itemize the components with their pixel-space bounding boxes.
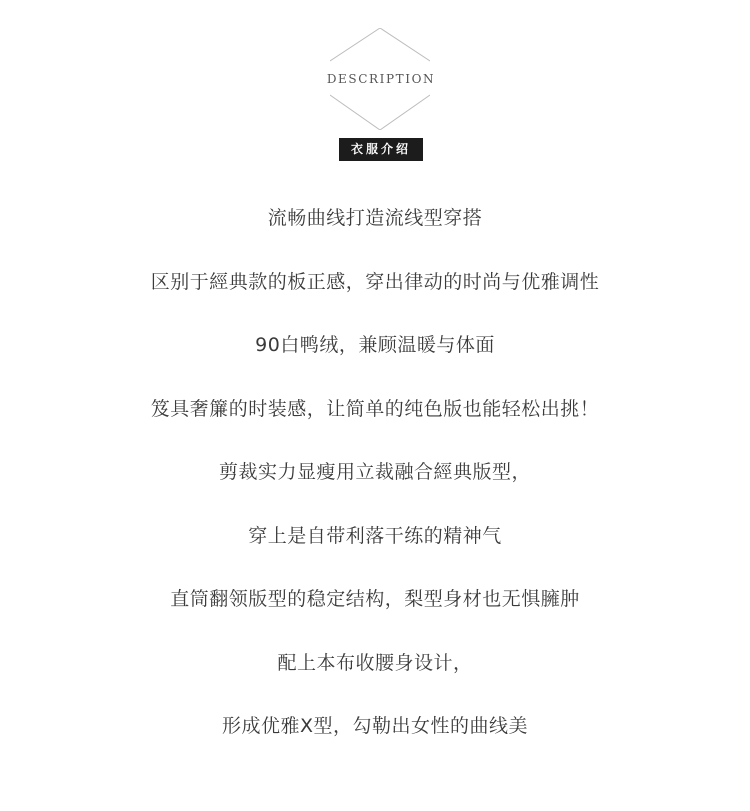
- description-line: 区别于經典款的板正感，穿出律动的时尚与优雅调性: [150, 270, 600, 293]
- description-line: 90白鸭绒，兼顾温暖与体面: [255, 334, 495, 356]
- description-line: 穿上是自带利落干练的精神气: [248, 524, 502, 547]
- description-label: DESCRIPTION: [326, 72, 436, 86]
- description-line: 形成优雅X型，勾勒出女性的曲线美: [221, 715, 529, 737]
- section-badge: 衣服介绍: [339, 138, 423, 161]
- description-line: 直筒翻领版型的稳定结构，梨型身材也无惧臃肿: [170, 588, 580, 610]
- description-text-block: [0, 202, 750, 774]
- description-header: [0, 0, 750, 170]
- description-line: 配上本布收腰身设计，: [277, 651, 473, 674]
- description-line: 笈具奢簾的时装感，让简单的纯色版也能轻松出挑！: [150, 397, 600, 420]
- description-line: 剪裁实力显瘦用立裁融合經典版型，: [218, 461, 531, 483]
- description-line: 流畅曲线打造流线型穿搭: [267, 207, 483, 229]
